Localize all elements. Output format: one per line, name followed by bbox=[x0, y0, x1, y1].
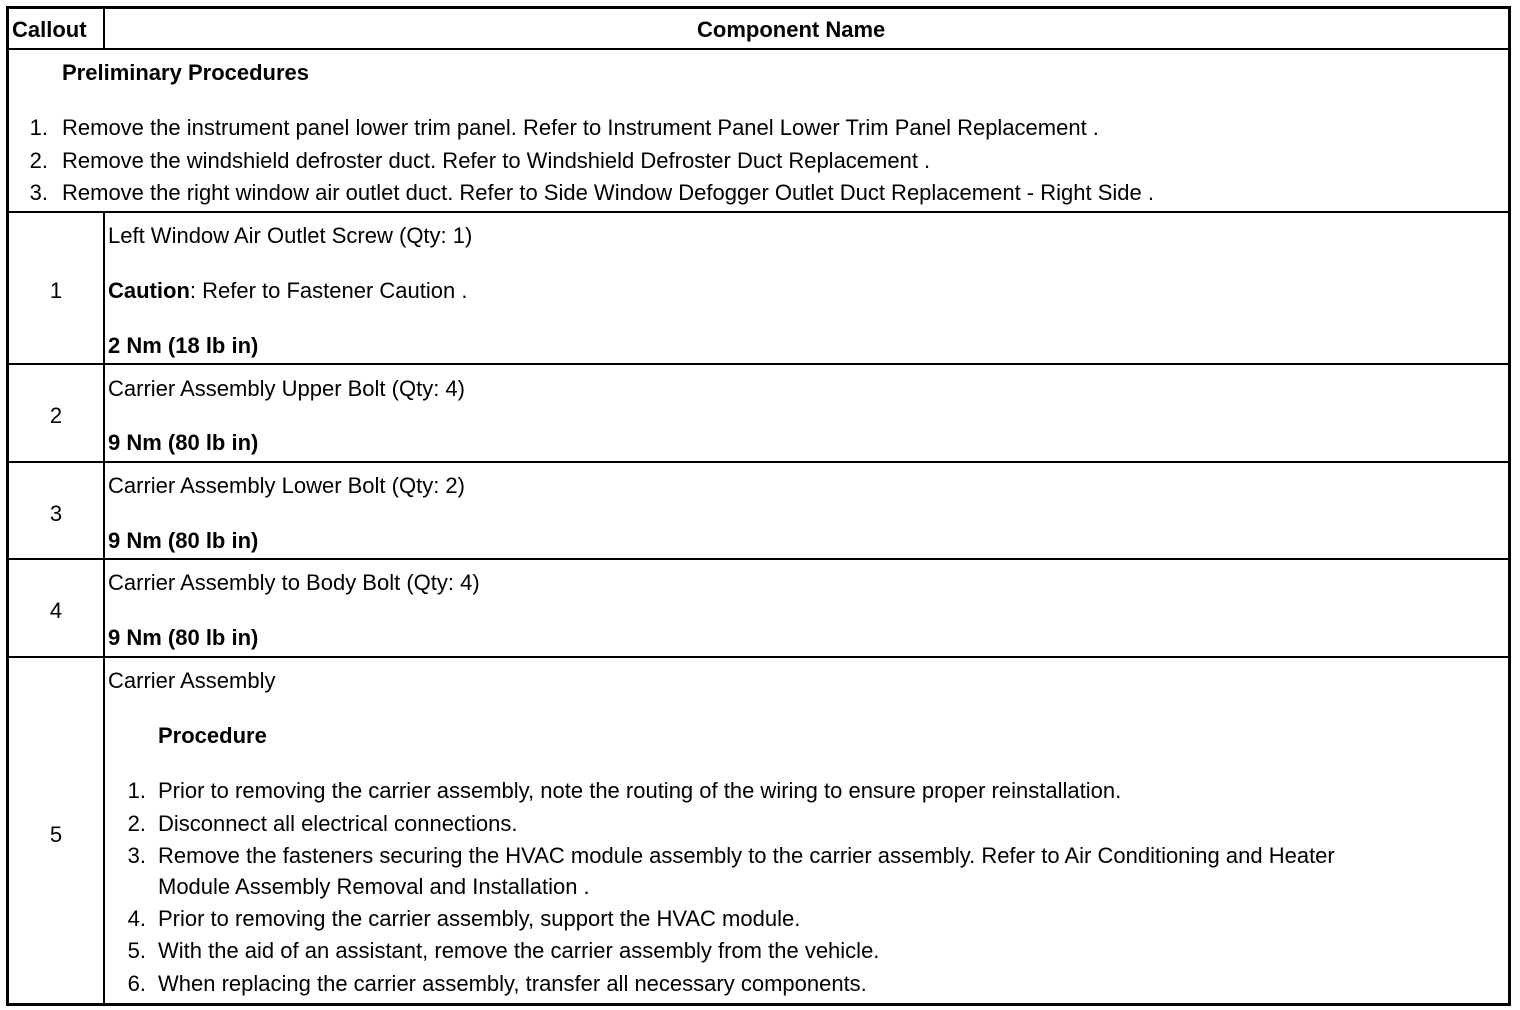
component-name: Carrier Assembly Upper Bolt (Qty: 4) bbox=[108, 376, 465, 401]
table-row bbox=[9, 363, 1508, 461]
table-row bbox=[9, 558, 1508, 656]
procedure-step-text: Prior to removing the carrier assembly, support the HVAC module. bbox=[158, 906, 801, 931]
torque-spec: 9 Nm (80 lb in) bbox=[108, 430, 259, 455]
callout-number: 1 bbox=[49, 278, 63, 303]
procedure-step-text: With the aid of an assistant, remove the carrier assembly from the vehicle. bbox=[158, 938, 880, 963]
component-table bbox=[6, 6, 1511, 1006]
callout-header: Callout bbox=[12, 17, 87, 42]
table-row bbox=[9, 461, 1508, 558]
table-row bbox=[9, 656, 1508, 1005]
preliminary-title: Preliminary Procedures bbox=[62, 60, 310, 85]
procedure-step-text: When replacing the carrier assembly, transfer all necessary components. bbox=[158, 971, 867, 996]
torque-spec: 2 Nm (18 lb in) bbox=[108, 333, 259, 358]
prelim-step-number: 3. bbox=[29, 180, 48, 205]
component-name-header: Component Name bbox=[697, 17, 886, 42]
table-row bbox=[9, 211, 1508, 363]
column-divider bbox=[103, 463, 105, 558]
prelim-step-number: 2. bbox=[29, 148, 48, 173]
torque-spec: 9 Nm (80 lb in) bbox=[108, 528, 259, 553]
prelim-step-number: 1. bbox=[29, 115, 48, 140]
procedure-step-text: Prior to removing the carrier assembly, note the routing of the wiring to ensure proper reinstallation. bbox=[158, 778, 1122, 803]
callout-number: 5 bbox=[49, 822, 63, 847]
caution-label: Caution bbox=[108, 278, 190, 303]
procedure-step-text: Remove the fasteners securing the HVAC module assembly to the carrier assembly. Refer to Air Conditioning and Heater bbox=[158, 843, 1335, 868]
caution-text: : Refer to Fastener Caution . bbox=[189, 278, 468, 303]
column-divider bbox=[103, 365, 105, 461]
callout-number: 2 bbox=[49, 403, 63, 428]
column-divider bbox=[103, 560, 105, 656]
procedure-step-text: Disconnect all electrical connections. bbox=[158, 811, 518, 836]
procedure-step-number: 4. bbox=[127, 906, 146, 931]
prelim-step-text: Remove the right window air outlet duct. Refer to Side Window Defogger Outlet Duct Replacement - Right Side . bbox=[62, 180, 1154, 205]
callout-number: 3 bbox=[49, 501, 63, 526]
column-divider bbox=[103, 9, 105, 48]
table-header-row bbox=[9, 9, 1508, 48]
procedure-step-number: 3. bbox=[127, 843, 146, 868]
component-name: Carrier Assembly Lower Bolt (Qty: 2) bbox=[108, 473, 465, 498]
procedure-title: Procedure bbox=[158, 723, 267, 748]
procedure-step-number: 5. bbox=[127, 938, 146, 963]
column-divider bbox=[103, 658, 105, 1005]
caution-line bbox=[108, 280, 467, 302]
procedure-step-number: 1. bbox=[127, 778, 146, 803]
preliminary-procedures-row bbox=[9, 48, 1508, 211]
procedure-step-number: 6. bbox=[127, 971, 146, 996]
prelim-step-text: Remove the windshield defroster duct. Refer to Windshield Defroster Duct Replacement . bbox=[62, 148, 931, 173]
component-name: Carrier Assembly to Body Bolt (Qty: 4) bbox=[108, 570, 480, 595]
column-divider bbox=[103, 213, 105, 363]
component-name: Left Window Air Outlet Screw (Qty: 1) bbox=[108, 223, 473, 248]
torque-spec: 9 Nm (80 lb in) bbox=[108, 625, 259, 650]
procedure-step-continuation: Module Assembly Removal and Installation . bbox=[158, 874, 590, 899]
prelim-step-text: Remove the instrument panel lower trim panel. Refer to Instrument Panel Lower Trim Panel Replacement . bbox=[62, 115, 1099, 140]
callout-number: 4 bbox=[49, 598, 63, 623]
procedure-step-number: 2. bbox=[127, 811, 146, 836]
component-name: Carrier Assembly bbox=[108, 668, 276, 693]
